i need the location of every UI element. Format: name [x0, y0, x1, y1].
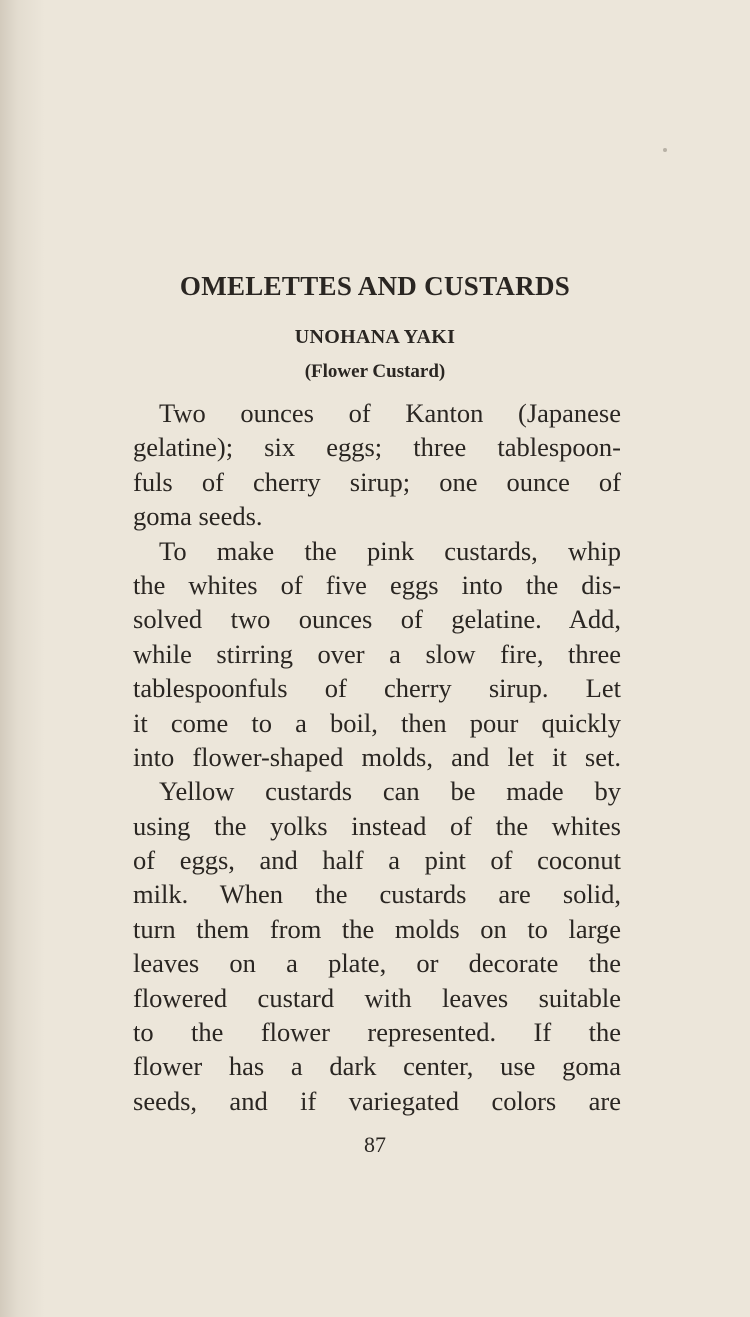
text-line: flowered custard with leaves suitable — [133, 982, 621, 1013]
text-line: while stirring over a slow fire, three — [133, 638, 621, 669]
text-line: Two ounces of Kanton (Japanese — [159, 398, 621, 428]
text-line: it come to a boil, then pour quickly — [133, 707, 621, 738]
text-line: Yellow custards can be made by — [159, 776, 621, 807]
recipe-body — [133, 396, 621, 1118]
page-number: 87 — [364, 1132, 386, 1157]
text-line: goma seeds. — [133, 501, 263, 532]
text-line: flower has a dark center, use goma — [133, 1051, 621, 1082]
text-line: to the flower represented. If the — [133, 1017, 621, 1048]
text-line: gelatine); six eggs; three tablespoon- — [133, 432, 621, 463]
section-title: OMELETTES AND CUSTARDS — [179, 271, 571, 301]
recipe-title: UNOHANA YAKI — [294, 326, 456, 348]
text-line: using the yolks instead of the whites — [133, 810, 621, 841]
text-line: of eggs, and half a pint of coconut — [133, 845, 621, 876]
text-line: solved two ounces of gelatine. Add, — [133, 604, 621, 635]
text-line: leaves on a plate, or decorate the — [133, 948, 621, 979]
text-line: To make the pink custards, whip — [159, 535, 621, 566]
text-line: the whites of five eggs into the dis- — [133, 569, 621, 600]
paper-speck — [663, 148, 667, 152]
text-line: fuls of cherry sirup; one ounce of — [133, 466, 621, 497]
text-line: milk. When the custards are solid, — [133, 879, 621, 910]
text-line: turn them from the molds on to large — [133, 913, 621, 944]
recipe-subtitle: (Flower Custard) — [304, 361, 446, 382]
text-line: tablespoonfuls of cherry sirup. Let — [133, 673, 621, 704]
text-line: into flower-shaped molds, and let it set. — [133, 741, 621, 772]
text-line: seeds, and if variegated colors are — [133, 1085, 621, 1116]
